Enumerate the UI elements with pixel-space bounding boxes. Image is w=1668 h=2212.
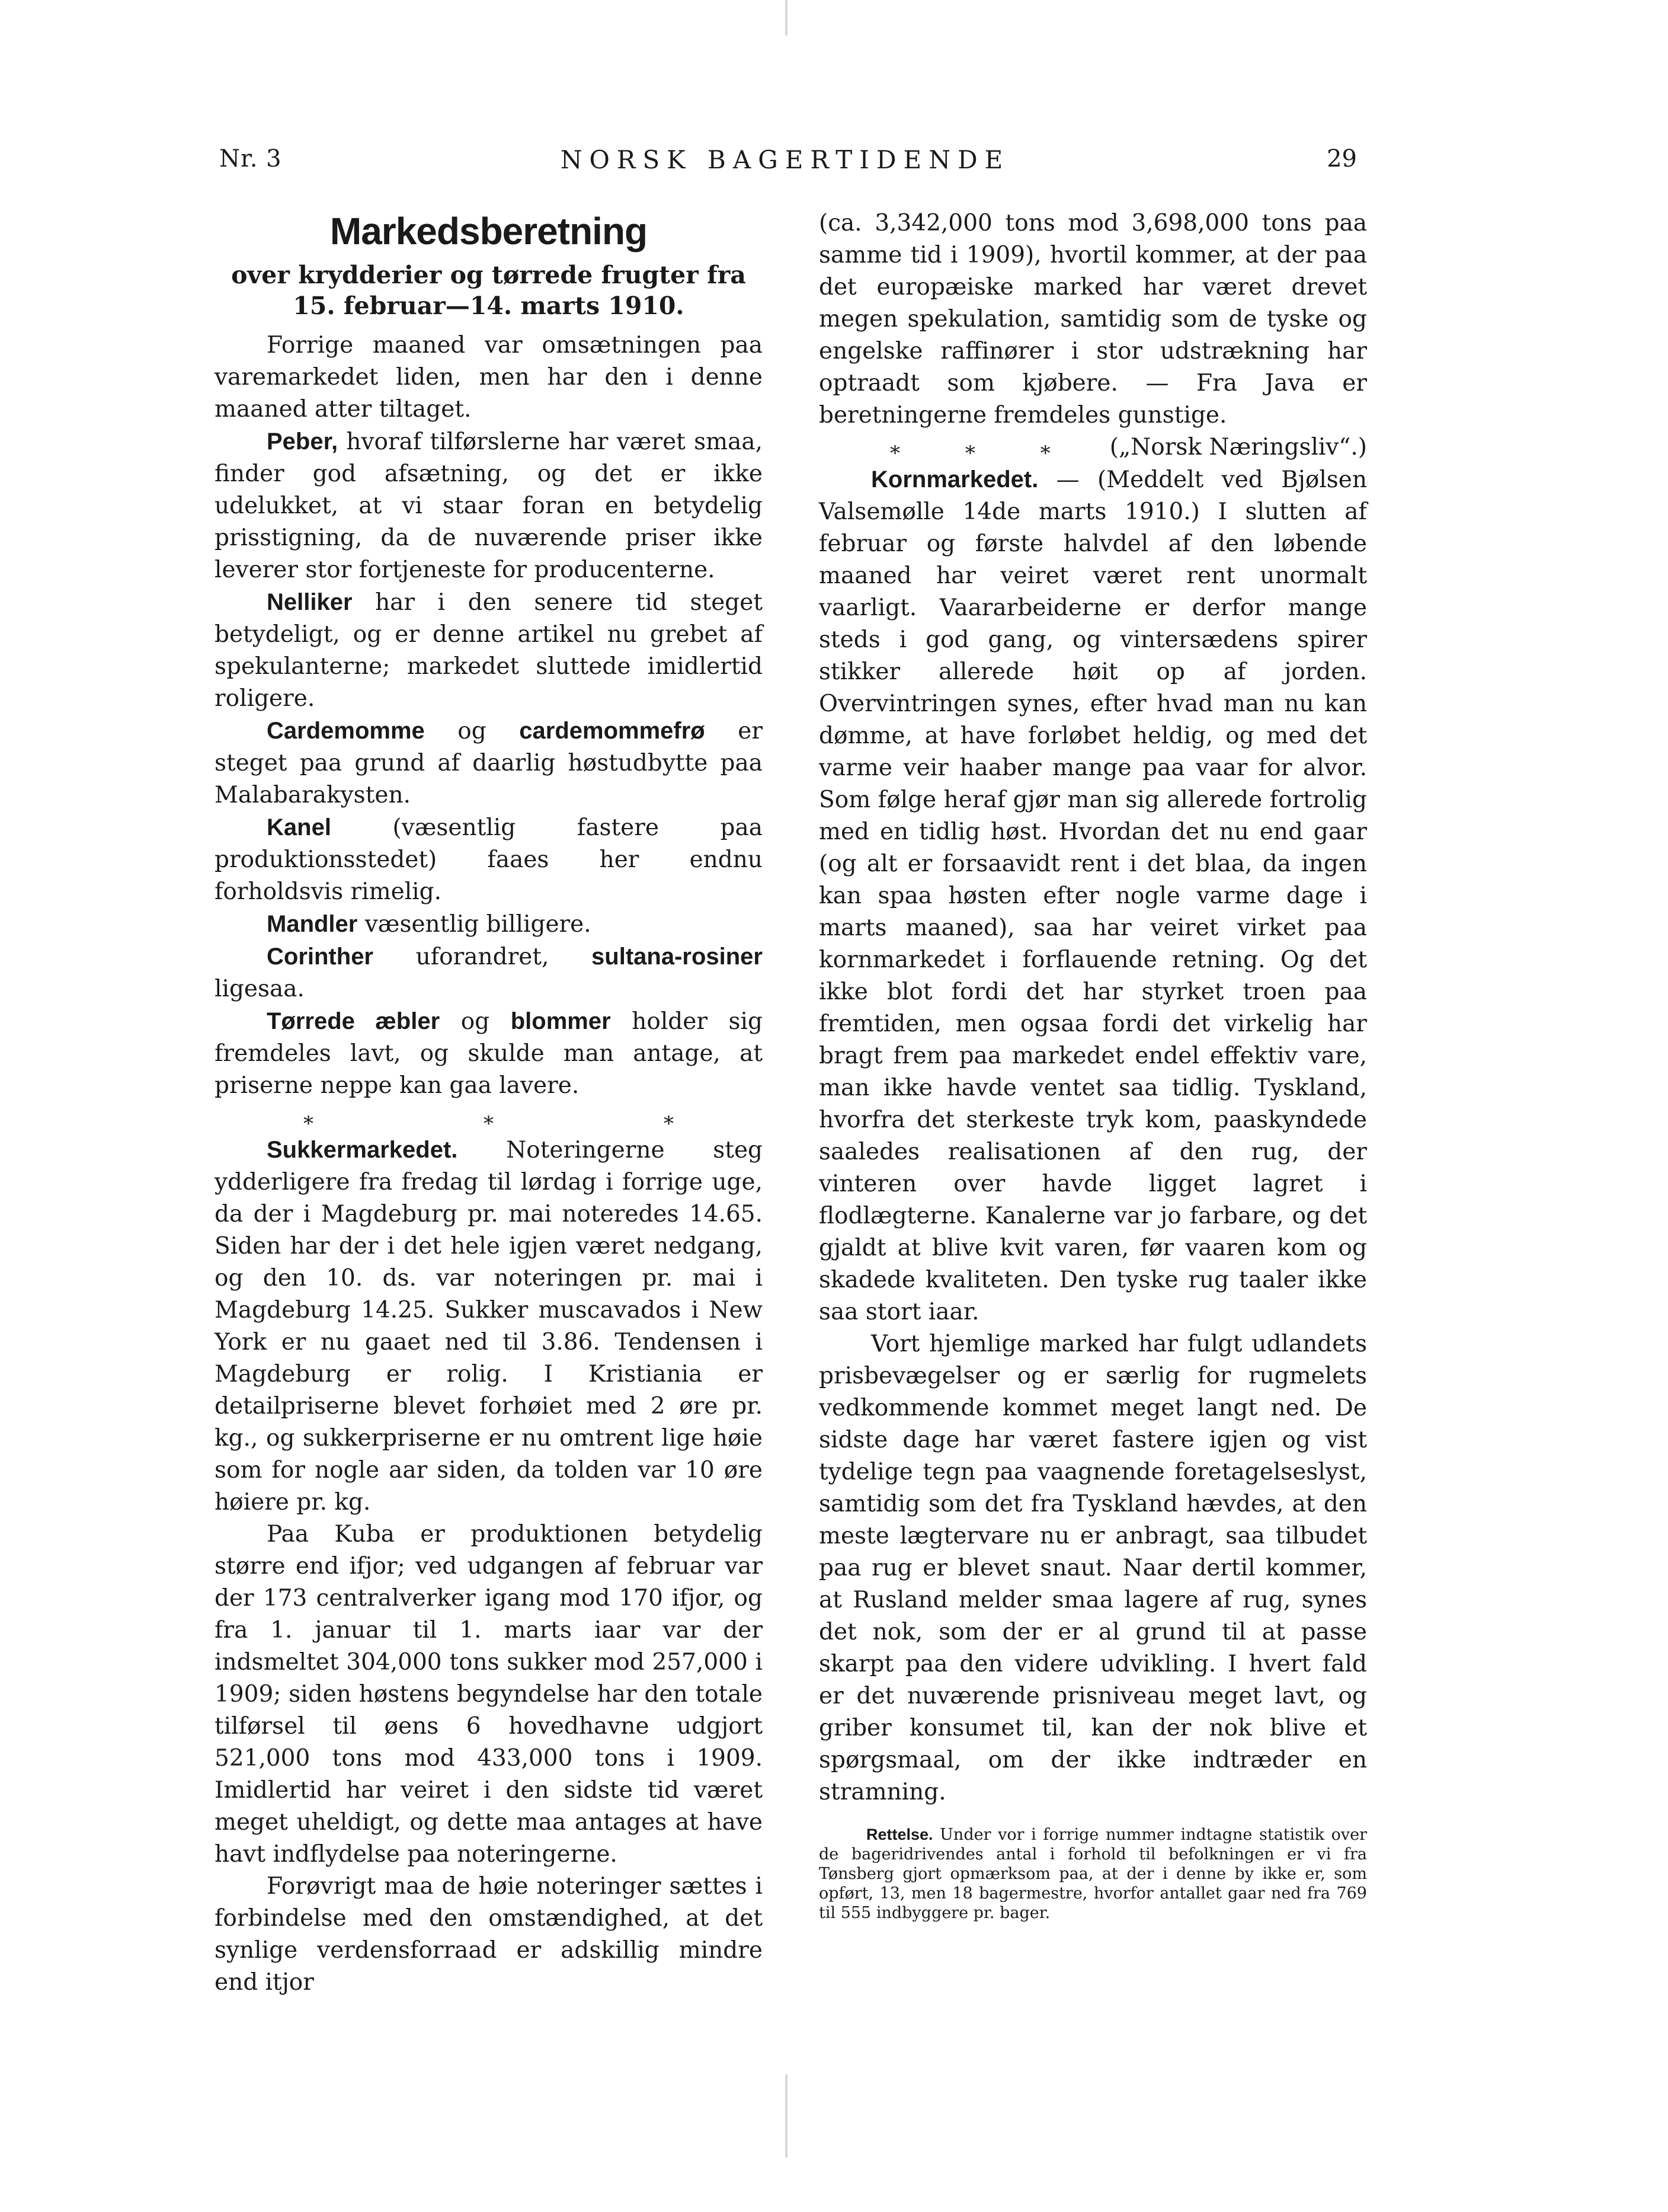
- right-column: [819, 207, 1367, 1923]
- correction-keyword: Rettelse.: [866, 1826, 933, 1843]
- separator-star: *: [965, 442, 975, 465]
- sukker-text: Noteringerne steg ydderligere fra fredag til lørdag i forrige uge, da der i Magdeburg pr. mai noteredes 14.65. Siden har der i det hele igjen været nedgang, og den 10. ds. var noteringen pr. mai i Magdeburg 14.25. Sukker muscavados i New York er nu gaaet ned til 3.86. Tendensen i Magdeburg er rolig. I Kristiania er detailpriserne blevet forhøiet med 2 øre pr. kg., og sukkerpriserne er nu omtrent lige høie som for nogle aar siden, da tolden var 10 øre høiere pr. kg.: [214, 1137, 763, 1516]
- korn-paragraph-1: [819, 464, 1367, 1328]
- page-number: 29: [1327, 145, 1357, 172]
- correction-text: Under vor i forrige nummer indtagne statistik over de bageridrivendes antal i forhold til befolkningen er vi fra Tønsberg gjort opmærksom paa, at der i denne by ikke er, som opført, 13, men 18 bagermestre, hvorfor antallet gaar ned fra 769 til 555 indbyggere pr. bager.: [819, 1826, 1367, 1922]
- issue-number: Nr. 3: [219, 145, 282, 172]
- item-text: holder sig fremdeles lavt, og skulde man antage, at priserne neppe kan gaa lavere.: [214, 1008, 763, 1099]
- section-separator: [214, 1102, 763, 1134]
- item-text: har i den senere tid steget betydeligt, og er denne artikel nu grebet af spekulanterne; markedet sluttede imidlertid roligere.: [214, 589, 763, 712]
- item-keyword-2: blommer: [510, 1008, 611, 1034]
- item-keyword: Corinther: [267, 944, 373, 970]
- item-connector: og: [440, 1008, 511, 1035]
- item-text: er steget paa grund af daarlig høstudbytte paa Malabarakysten.: [214, 718, 763, 808]
- separator-star: *: [484, 1112, 494, 1136]
- separator-star: *: [664, 1112, 674, 1136]
- item-mandler: [214, 908, 763, 941]
- article-title: Markedsberetning: [329, 210, 648, 252]
- item-text: ligesaa.: [214, 976, 305, 1002]
- intro-paragraph: Forrige maaned var omsætningen paa varemarkedet liden, men har den i denne maaned atter tiltaget.: [214, 332, 763, 423]
- item-text: (væsentlig fastere paa produktionsstedet) faaes her endnu forholdsvis rimelig.: [214, 814, 763, 905]
- page-header: [213, 145, 1357, 181]
- item-peber: [214, 426, 763, 586]
- section-separator-2: [819, 431, 1110, 464]
- article-subtitle: over krydderier og tørrede frugter fra 15. februar—14. marts 1910.: [231, 261, 746, 320]
- item-keyword: Peber,: [267, 429, 338, 455]
- korn-keyword: Kornmarkedet.: [871, 466, 1039, 493]
- item-connector: og: [424, 718, 520, 744]
- item-aebler: [214, 1005, 763, 1102]
- item-keyword-2: cardemommefrø: [519, 718, 705, 744]
- item-text: væsentlig billigere.: [357, 911, 591, 938]
- item-text: hvoraf tilførslerne har været smaa, finder god afsætning, og det er ikke udelukket, at vi staar foran en betydelig prisstigning, da de nuværende priser ikke leverer stor fortjeneste for producenterne.: [214, 429, 763, 583]
- sukker-paragraph-3: Forøvrigt maa de høie noteringer sættes i forbindelse med den omstændighed, at det synlige verdensforraad er adskillig mindre end itjor: [214, 1873, 763, 1996]
- sukker-paragraph-1: [214, 1134, 763, 1519]
- correction-note: [819, 1825, 1367, 1923]
- item-keyword: Cardemomme: [267, 718, 425, 744]
- item-corinther: [214, 941, 763, 1005]
- item-keyword: Tørrede æbler: [267, 1008, 440, 1034]
- publication-title: NORSK BAGERTIDENDE: [560, 145, 1010, 174]
- sukker-paragraph-4: [819, 207, 1367, 461]
- item-keyword: Nelliker: [267, 589, 353, 615]
- left-column: [214, 207, 763, 1999]
- korn-paragraph-2: Vort hjemlige marked har fulgt udlandets prisbevægelser og er særlig for rugmelets vedkommende kommet meget langt ned. De sidste dage har været fastere igjen og vist tydelige tegn paa vaagnende foretagelseslyst, samtidig som det fra Tyskland hævdes, at den meste lægtervare nu er anbragt, saa tilbudet paa rug er blevet snaut. Naar dertil kommer, at Rusland melder smaa lagere af rug, synes det nok, som der er al grund til at passe skarpt paa den videre udvikling. I hvert fald er det nuværende prisniveau meget lavt, og griber konsumet til, kan der nok blive et spørgsmaal, om der ikke indtræder en stramning.: [819, 1331, 1367, 1805]
- item-keyword: Kanel: [267, 814, 331, 840]
- item-kanel: [214, 811, 763, 908]
- sukker-paragraph-2: Paa Kuba er produktionen betydelig større end ifjor; ved udgangen af februar var der 173 centralverker igang mod 170 ifjor, og fra 1. januar til 1. marts iaar var der indsmeltet 304,000 tons sukker mod 257,000 i 1909; siden høstens begyndelse har den totale tilførsel til øens 6 hovedhavne udgjort 521,000 tons mod 433,000 tons i 1909. Imidlertid har veiret i den sidste tid været meget uheldigt, og dette maa antages at have havt indflydelse paa noteringerne.: [214, 1521, 763, 1868]
- item-connector: uforandret,: [373, 944, 592, 970]
- source-attribution: („Norsk Næringsliv“.): [1109, 434, 1367, 461]
- separator-star: *: [890, 442, 900, 465]
- fold-mark-top: [785, 0, 787, 36]
- item-keyword-2: sultana-rosiner: [591, 944, 763, 970]
- separator-star: *: [303, 1112, 313, 1136]
- fold-mark-bottom: [785, 2074, 787, 2157]
- item-nelliker: [214, 586, 763, 715]
- item-cardemomme: [214, 715, 763, 811]
- item-keyword: Mandler: [267, 911, 358, 937]
- sukker-keyword: Sukkermarkedet.: [267, 1137, 458, 1163]
- sukker-continued-text: (ca. 3,342,000 tons mod 3,698,000 tons paa samme tid i 1909), hvortil kommer, at der paa det europæiske marked har været drevet megen spekulation, samtidig som de tyske og engelske raffinører i stor udstrækning har optraadt som kjøbere. — Fra Java er beretningerne fremdeles gunstige.: [819, 210, 1367, 429]
- korn-text: — (Meddelt ved Bjølsen Valsemølle 14de marts 1910.) I slutten af februar og første halvdel af den løbende maaned har veiret været rent unormalt vaarligt. Vaararbeiderne er derfor mange steds i god gang, og vintersædens spirer stikker allerede høit op af jorden. Overvintringen synes, efter hvad man nu kan dømme, at have forløbet heldig, og med det varme veir haaber mange paa vaar for alvor. Som følge heraf gjør man sig allerede fortrolig med en tidlig høst. Hvordan det nu end gaar (og alt er forsaavidt rent i det blaa, da ingen kan spaa høsten efter nogle varme dage i marts maaned), saa har veiret virket paa kornmarkedet i forflauende retning. Og det ikke blot fordi det har styrket troen paa fremtiden, men ogsaa fordi det virkelig har bragt frem paa markedet endel effektiv vare, man ikke havde ventet saa tidlig. Tyskland, hvorfra det sterkeste tryk kom, paaskyndede saaledes realisationen af den rug, der vinteren over havde ligget lagret i flodlægterne. Kanalerne var jo farbare, og det gjaldt at blive kvit varen, før vaaren kom og skadede kvaliteten. Den tyske rug taaler ikke saa stort iaar.: [819, 466, 1367, 1325]
- separator-star: *: [1040, 442, 1051, 465]
